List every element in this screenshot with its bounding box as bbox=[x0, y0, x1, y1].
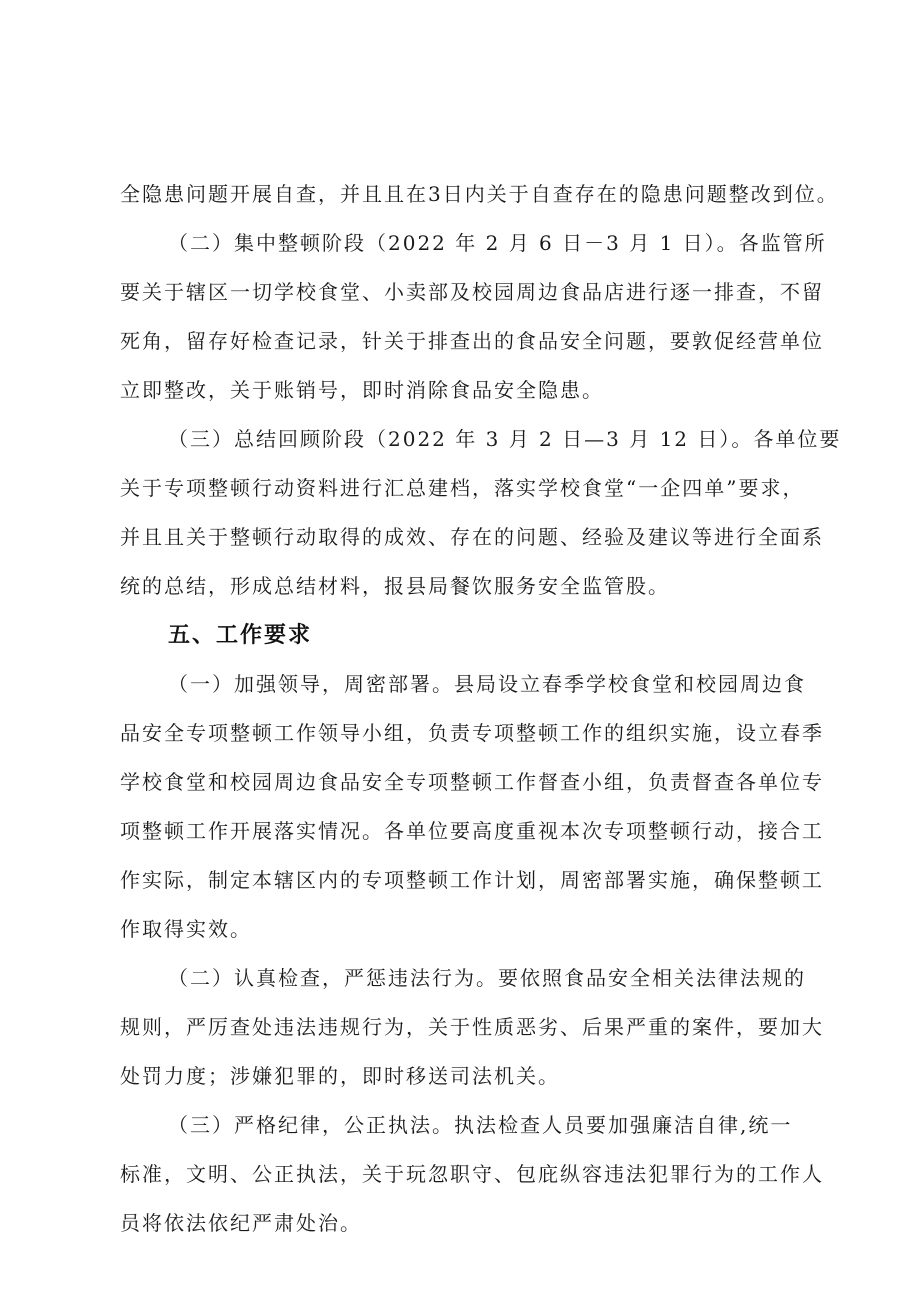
body-text-line: 关于专项整顿行动资料进行汇总建档，落实学校食堂“一企四单”要求， bbox=[120, 476, 805, 500]
body-text-line: 死角，留存好检查记录，针关于排查出的食品安全问题，要敦促经营单位 bbox=[120, 329, 824, 353]
body-text-line: 项整顿工作开展落实情况。各单位要高度重视本次专项整顿行动，接合工 bbox=[120, 819, 824, 843]
body-text-line: 立即整改，关于账销号，即时消除食品安全隐患。 bbox=[120, 378, 604, 402]
body-text-line: 员将依法依纪严肃处治。 bbox=[120, 1211, 362, 1235]
body-text-line: 作实际，制定本辖区内的专项整顿工作计划，周密部署实施，确保整顿工 bbox=[120, 868, 824, 892]
body-text-line: （一）加强领导，周密部署。县局设立春季学校食堂和校园周边食 bbox=[168, 672, 806, 696]
body-text-line: 处罚力度；涉嫌犯罪的，即时移送司法机关。 bbox=[120, 1064, 560, 1088]
body-text-line: （二）集中整顿阶段（2022 年 2 月 6 日－3 月 1 日）。各监管所 bbox=[168, 231, 827, 255]
body-text-line: （三）严格纪律，公正执法。执法检查人员要加强廉洁自律,统一 bbox=[168, 1113, 793, 1137]
body-text-line: 全隐患问题开展自查，并且且在3日内关于自查存在的隐患问题整改到位。 bbox=[120, 182, 839, 206]
body-text-line: 并且且关于整顿行动取得的成效、存在的问题、经验及建议等进行全面系 bbox=[120, 525, 824, 549]
body-text-line: 规则，严厉查处违法违规行为，关于性质恶劣、后果严重的案件，要加大 bbox=[120, 1015, 824, 1039]
body-text-line: 统的总结，形成总结材料，报县局餐饮服务安全监管股。 bbox=[120, 574, 670, 598]
body-text-line: （二）认真检查，严惩违法行为。要依照食品安全相关法律法规的 bbox=[168, 966, 806, 990]
body-text-line: 作取得实效。 bbox=[120, 917, 252, 941]
section-heading: 五、工作要求 bbox=[168, 623, 313, 648]
body-text-line: 品安全专项整顿工作领导小组，负责专项整顿工作的组织实施，设立春季 bbox=[120, 721, 824, 745]
body-text-line: 要关于辖区一切学校食堂、小卖部及校园周边食品店进行逐一排查，不留 bbox=[120, 280, 824, 304]
body-text-line: 学校食堂和校园周边食品安全专项整顿工作督查小组，负责督查各单位专 bbox=[120, 770, 824, 794]
body-text-line: 标准，文明、公正执法，关于玩忽职守、包庇纵容违法犯罪行为的工作人 bbox=[120, 1162, 824, 1186]
body-text-line: （三）总结回顾阶段（2022 年 3 月 2 日—3 月 12 日）。各单位要 bbox=[168, 427, 842, 451]
